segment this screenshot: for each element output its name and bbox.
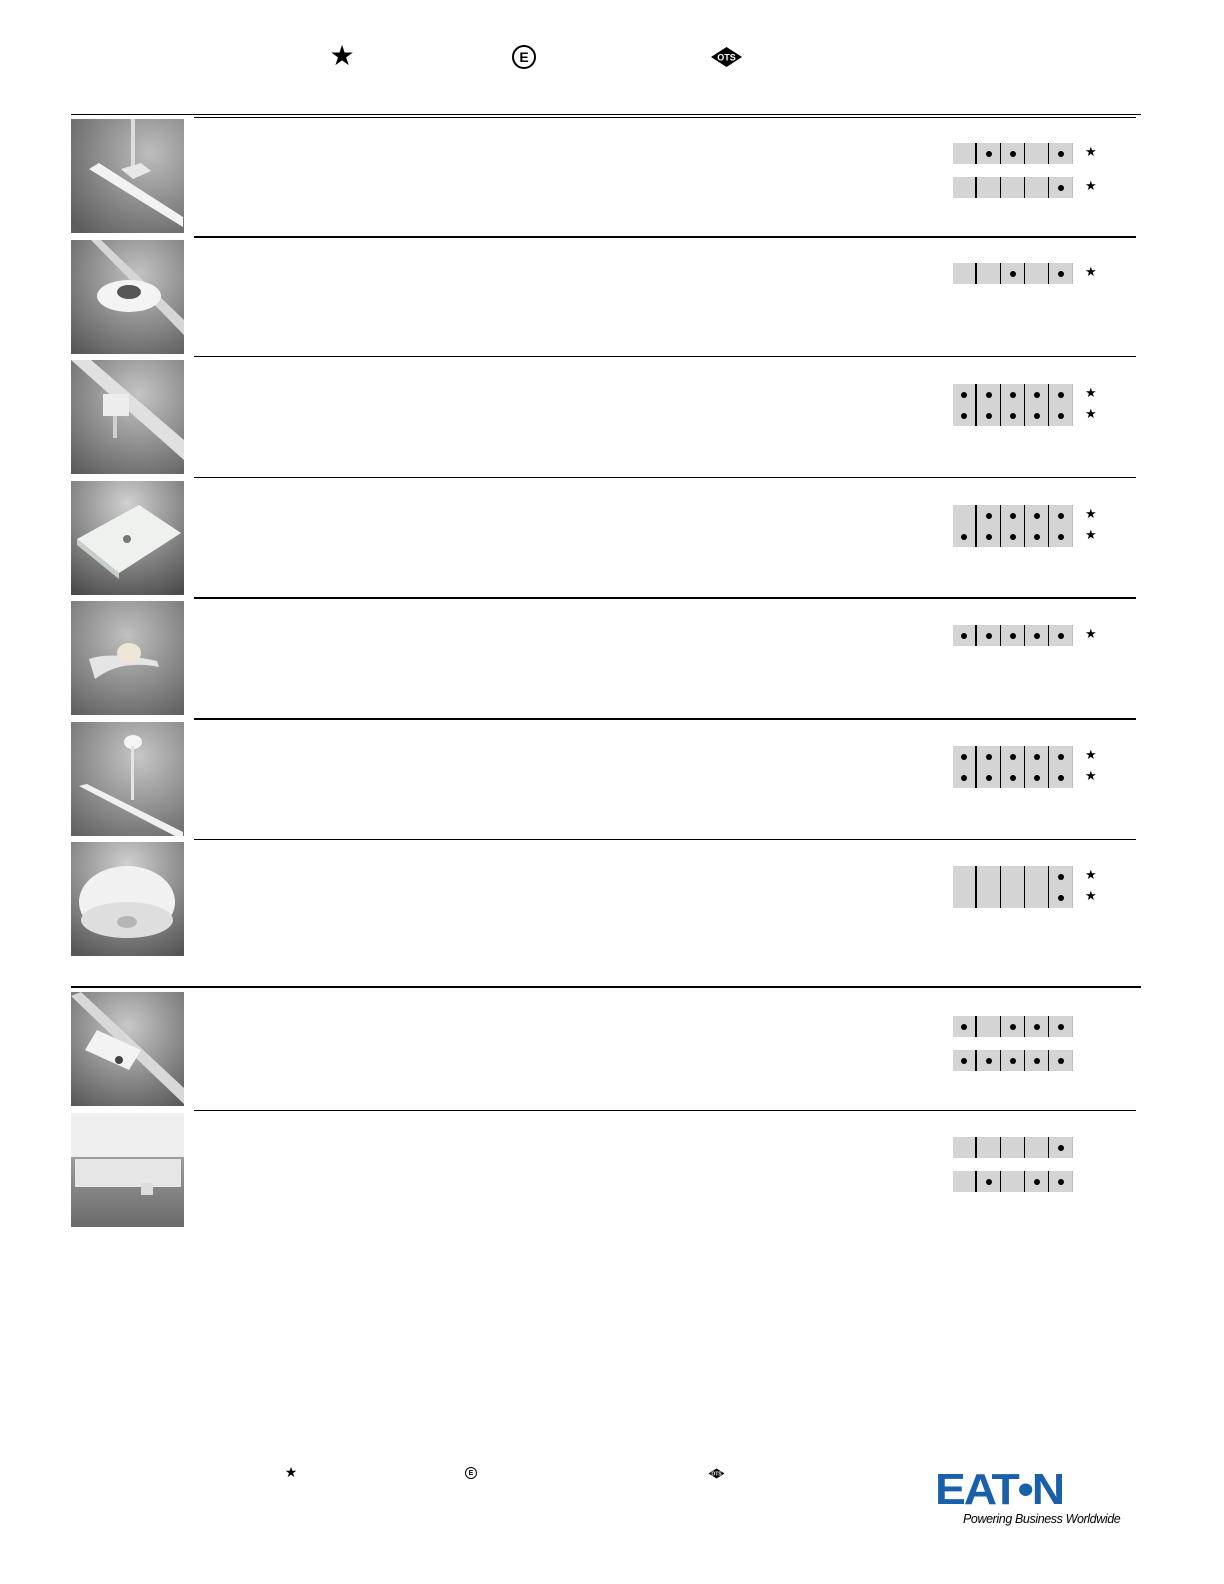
- availability-dot: [1010, 1058, 1016, 1064]
- product-image-9: [71, 1113, 184, 1227]
- star-icon: ★: [1085, 868, 1097, 883]
- availability-cell: [953, 143, 977, 164]
- availability-dot: [961, 1024, 967, 1030]
- availability-dot: [1010, 775, 1016, 781]
- availability-dot: [986, 1179, 992, 1185]
- availability-dot: [1010, 754, 1016, 760]
- availability-row: [953, 405, 1097, 426]
- availability-dot: [961, 392, 967, 398]
- availability-dot: [1058, 392, 1064, 398]
- availability-dot: [986, 151, 992, 157]
- availability-dot: [1058, 1058, 1064, 1064]
- availability-dot: [961, 633, 967, 639]
- availability-grid-5: [953, 625, 1097, 646]
- legend-e-mark-label: E: [519, 49, 529, 65]
- availability-dot: [1034, 1024, 1040, 1030]
- availability-row: [953, 767, 1097, 788]
- availability-cell: [1025, 263, 1049, 284]
- availability-row: [953, 887, 1097, 908]
- availability-dot: [1058, 513, 1064, 519]
- availability-dot: [961, 775, 967, 781]
- availability-cell: [953, 1171, 977, 1192]
- availability-dot: [961, 754, 967, 760]
- availability-cell: [1025, 767, 1049, 788]
- eaton-logo-wordmark: EAT•N: [935, 1465, 1064, 1514]
- footer-ots-mark-label: OTS: [711, 1471, 722, 1478]
- availability-row: [953, 177, 1097, 198]
- availability-dot: [1058, 754, 1064, 760]
- availability-cell: [977, 263, 1001, 284]
- star-icon: ★: [1085, 179, 1097, 194]
- availability-cell: [953, 625, 977, 646]
- availability-cell: [953, 1050, 977, 1071]
- availability-cell: [1049, 767, 1073, 788]
- availability-cell: [1001, 866, 1025, 887]
- availability-grid-1: [953, 143, 1097, 198]
- availability-cell: [1049, 887, 1073, 908]
- availability-cell: [977, 143, 1001, 164]
- availability-row: [953, 625, 1097, 646]
- availability-cell: [977, 746, 1001, 767]
- availability-cell: [1049, 143, 1073, 164]
- availability-cell: [953, 526, 977, 547]
- availability-cell: [1001, 1137, 1025, 1158]
- availability-cell: [1025, 1050, 1049, 1071]
- availability-dot: [986, 513, 992, 519]
- availability-cell: [953, 405, 977, 426]
- availability-row: [953, 143, 1097, 164]
- availability-dot: [1034, 1058, 1040, 1064]
- availability-cell: [1025, 405, 1049, 426]
- product-image-5: [71, 601, 184, 715]
- availability-dot: [1034, 392, 1040, 398]
- availability-cell: [977, 1171, 1001, 1192]
- availability-cell: [1001, 263, 1025, 284]
- availability-cell: [1001, 177, 1025, 198]
- availability-cell: [977, 1137, 1001, 1158]
- availability-dot: [986, 1058, 992, 1064]
- footer-e-mark-icon: [465, 1467, 477, 1479]
- availability-cell: [1049, 1137, 1073, 1158]
- row-divider: [194, 718, 1136, 720]
- eaton-logo: [935, 1465, 1121, 1532]
- availability-cell: [1001, 767, 1025, 788]
- availability-cell: [977, 526, 1001, 547]
- top-rule: [71, 114, 1141, 115]
- eaton-logo-tagline: Powering Business Worldwide: [963, 1512, 1121, 1526]
- availability-row: [953, 1050, 1073, 1071]
- top-rule-secondary: [194, 117, 1136, 118]
- availability-dot: [1058, 1024, 1064, 1030]
- availability-grid-4: [953, 505, 1097, 547]
- availability-dot: [1034, 775, 1040, 781]
- availability-cell: [953, 887, 977, 908]
- star-icon: ★: [1085, 528, 1097, 543]
- star-icon: ★: [1085, 407, 1097, 422]
- availability-cell: [1049, 1171, 1073, 1192]
- availability-cell: [977, 887, 1001, 908]
- availability-cell: [953, 1016, 977, 1037]
- availability-grid-7: [953, 866, 1097, 908]
- availability-row: [953, 746, 1097, 767]
- availability-cell: [1025, 1016, 1049, 1037]
- row-divider: [194, 236, 1136, 238]
- availability-grid-2: [953, 263, 1097, 284]
- availability-cell: [1001, 384, 1025, 405]
- availability-dot: [1058, 185, 1064, 191]
- row-divider: [194, 356, 1136, 357]
- footer-ots-mark-icon: [708, 1468, 725, 1479]
- availability-cell: [1025, 866, 1049, 887]
- availability-dot: [986, 534, 992, 540]
- availability-dot: [1058, 534, 1064, 540]
- product-image-7: [71, 842, 184, 956]
- availability-cell: [1049, 405, 1073, 426]
- availability-cell: [953, 177, 977, 198]
- row-divider: [194, 1110, 1136, 1111]
- availability-row: [953, 384, 1097, 405]
- availability-grid-9: [953, 1137, 1073, 1192]
- availability-cell: [1049, 866, 1073, 887]
- star-icon: ★: [1085, 748, 1097, 763]
- availability-cell: [953, 505, 977, 526]
- availability-row: [953, 526, 1097, 547]
- product-image-3: [71, 360, 184, 474]
- availability-dot: [1034, 534, 1040, 540]
- availability-cell: [1025, 143, 1049, 164]
- availability-cell: [1001, 405, 1025, 426]
- product-image-6: [71, 722, 184, 836]
- availability-dot: [1058, 413, 1064, 419]
- availability-dot: [961, 534, 967, 540]
- availability-row: [953, 505, 1097, 526]
- legend-ots-mark-icon: [710, 46, 743, 68]
- availability-cell: [953, 767, 977, 788]
- availability-grid-8: [953, 1016, 1073, 1071]
- availability-row: [953, 1171, 1073, 1192]
- availability-dot: [986, 775, 992, 781]
- row-divider: [194, 477, 1136, 478]
- star-icon: ★: [1085, 265, 1097, 280]
- availability-dot: [986, 754, 992, 760]
- availability-cell: [1049, 526, 1073, 547]
- availability-cell: [1001, 746, 1025, 767]
- product-image-4: [71, 481, 184, 595]
- availability-dot: [1058, 271, 1064, 277]
- legend-e-mark-icon: [512, 45, 536, 69]
- availability-dot: [1034, 413, 1040, 419]
- availability-dot: [961, 1058, 967, 1064]
- availability-dot: [1034, 633, 1040, 639]
- availability-dot: [1010, 413, 1016, 419]
- star-icon: ★: [1085, 507, 1097, 522]
- availability-row: [953, 1137, 1073, 1158]
- star-icon: ★: [1085, 145, 1097, 160]
- availability-dot: [1010, 534, 1016, 540]
- availability-cell: [1025, 505, 1049, 526]
- availability-dot: [1058, 874, 1064, 880]
- availability-cell: [1025, 526, 1049, 547]
- availability-dot: [1010, 633, 1016, 639]
- availability-cell: [1025, 625, 1049, 646]
- availability-cell: [1001, 1050, 1025, 1071]
- availability-cell: [1049, 384, 1073, 405]
- section-divider: [71, 986, 1141, 988]
- availability-cell: [977, 177, 1001, 198]
- availability-dot: [986, 413, 992, 419]
- availability-cell: [1001, 625, 1025, 646]
- availability-cell: [1049, 746, 1073, 767]
- availability-dot: [961, 413, 967, 419]
- availability-cell: [1001, 505, 1025, 526]
- row-divider: [194, 597, 1136, 599]
- star-icon: ★: [1085, 889, 1097, 904]
- availability-cell: [977, 625, 1001, 646]
- availability-cell: [1001, 143, 1025, 164]
- availability-row: [953, 866, 1097, 887]
- availability-cell: [953, 384, 977, 405]
- availability-cell: [977, 1050, 1001, 1071]
- legend-star-icon: ★: [329, 39, 355, 72]
- availability-cell: [1049, 1050, 1073, 1071]
- availability-row: [953, 263, 1097, 284]
- availability-cell: [1025, 1137, 1049, 1158]
- availability-dot: [1010, 151, 1016, 157]
- availability-cell: [977, 866, 1001, 887]
- availability-cell: [953, 866, 977, 887]
- availability-grid-3: [953, 384, 1097, 426]
- availability-cell: [1049, 177, 1073, 198]
- star-icon: ★: [1085, 769, 1097, 784]
- availability-dot: [1058, 1179, 1064, 1185]
- availability-dot: [1010, 392, 1016, 398]
- availability-dot: [1058, 151, 1064, 157]
- availability-cell: [977, 767, 1001, 788]
- availability-cell: [977, 1016, 1001, 1037]
- availability-cell: [953, 1137, 977, 1158]
- availability-dot: [1034, 513, 1040, 519]
- availability-cell: [1049, 625, 1073, 646]
- availability-dot: [1058, 633, 1064, 639]
- availability-cell: [1025, 384, 1049, 405]
- availability-cell: [1049, 263, 1073, 284]
- availability-dot: [1010, 513, 1016, 519]
- availability-dot: [1034, 754, 1040, 760]
- product-image-1: [71, 119, 184, 233]
- availability-dot: [986, 392, 992, 398]
- footer-e-mark-label: E: [468, 1469, 474, 1477]
- availability-row: [953, 1016, 1073, 1037]
- product-image-2: [71, 240, 184, 354]
- availability-cell: [977, 405, 1001, 426]
- footer-star-icon: ★: [284, 1465, 298, 1481]
- availability-cell: [1001, 887, 1025, 908]
- star-icon: ★: [1085, 627, 1097, 642]
- legend-ots-mark-label: OTS: [717, 52, 736, 63]
- product-image-8: [71, 992, 184, 1106]
- availability-cell: [1025, 746, 1049, 767]
- availability-cell: [1001, 1016, 1025, 1037]
- availability-dot: [1034, 1179, 1040, 1185]
- availability-cell: [1025, 887, 1049, 908]
- availability-cell: [1025, 177, 1049, 198]
- availability-cell: [953, 746, 977, 767]
- availability-dot: [1010, 1024, 1016, 1030]
- availability-dot: [986, 633, 992, 639]
- availability-cell: [1049, 505, 1073, 526]
- availability-cell: [1001, 526, 1025, 547]
- availability-dot: [1058, 775, 1064, 781]
- availability-grid-6: [953, 746, 1097, 788]
- availability-cell: [1049, 1016, 1073, 1037]
- availability-dot: [1058, 1145, 1064, 1151]
- availability-cell: [977, 505, 1001, 526]
- availability-dot: [1058, 895, 1064, 901]
- availability-cell: [1025, 1171, 1049, 1192]
- star-icon: ★: [1085, 386, 1097, 401]
- availability-cell: [977, 384, 1001, 405]
- availability-cell: [953, 263, 977, 284]
- availability-cell: [1001, 1171, 1025, 1192]
- row-divider: [194, 839, 1136, 840]
- availability-dot: [1010, 271, 1016, 277]
